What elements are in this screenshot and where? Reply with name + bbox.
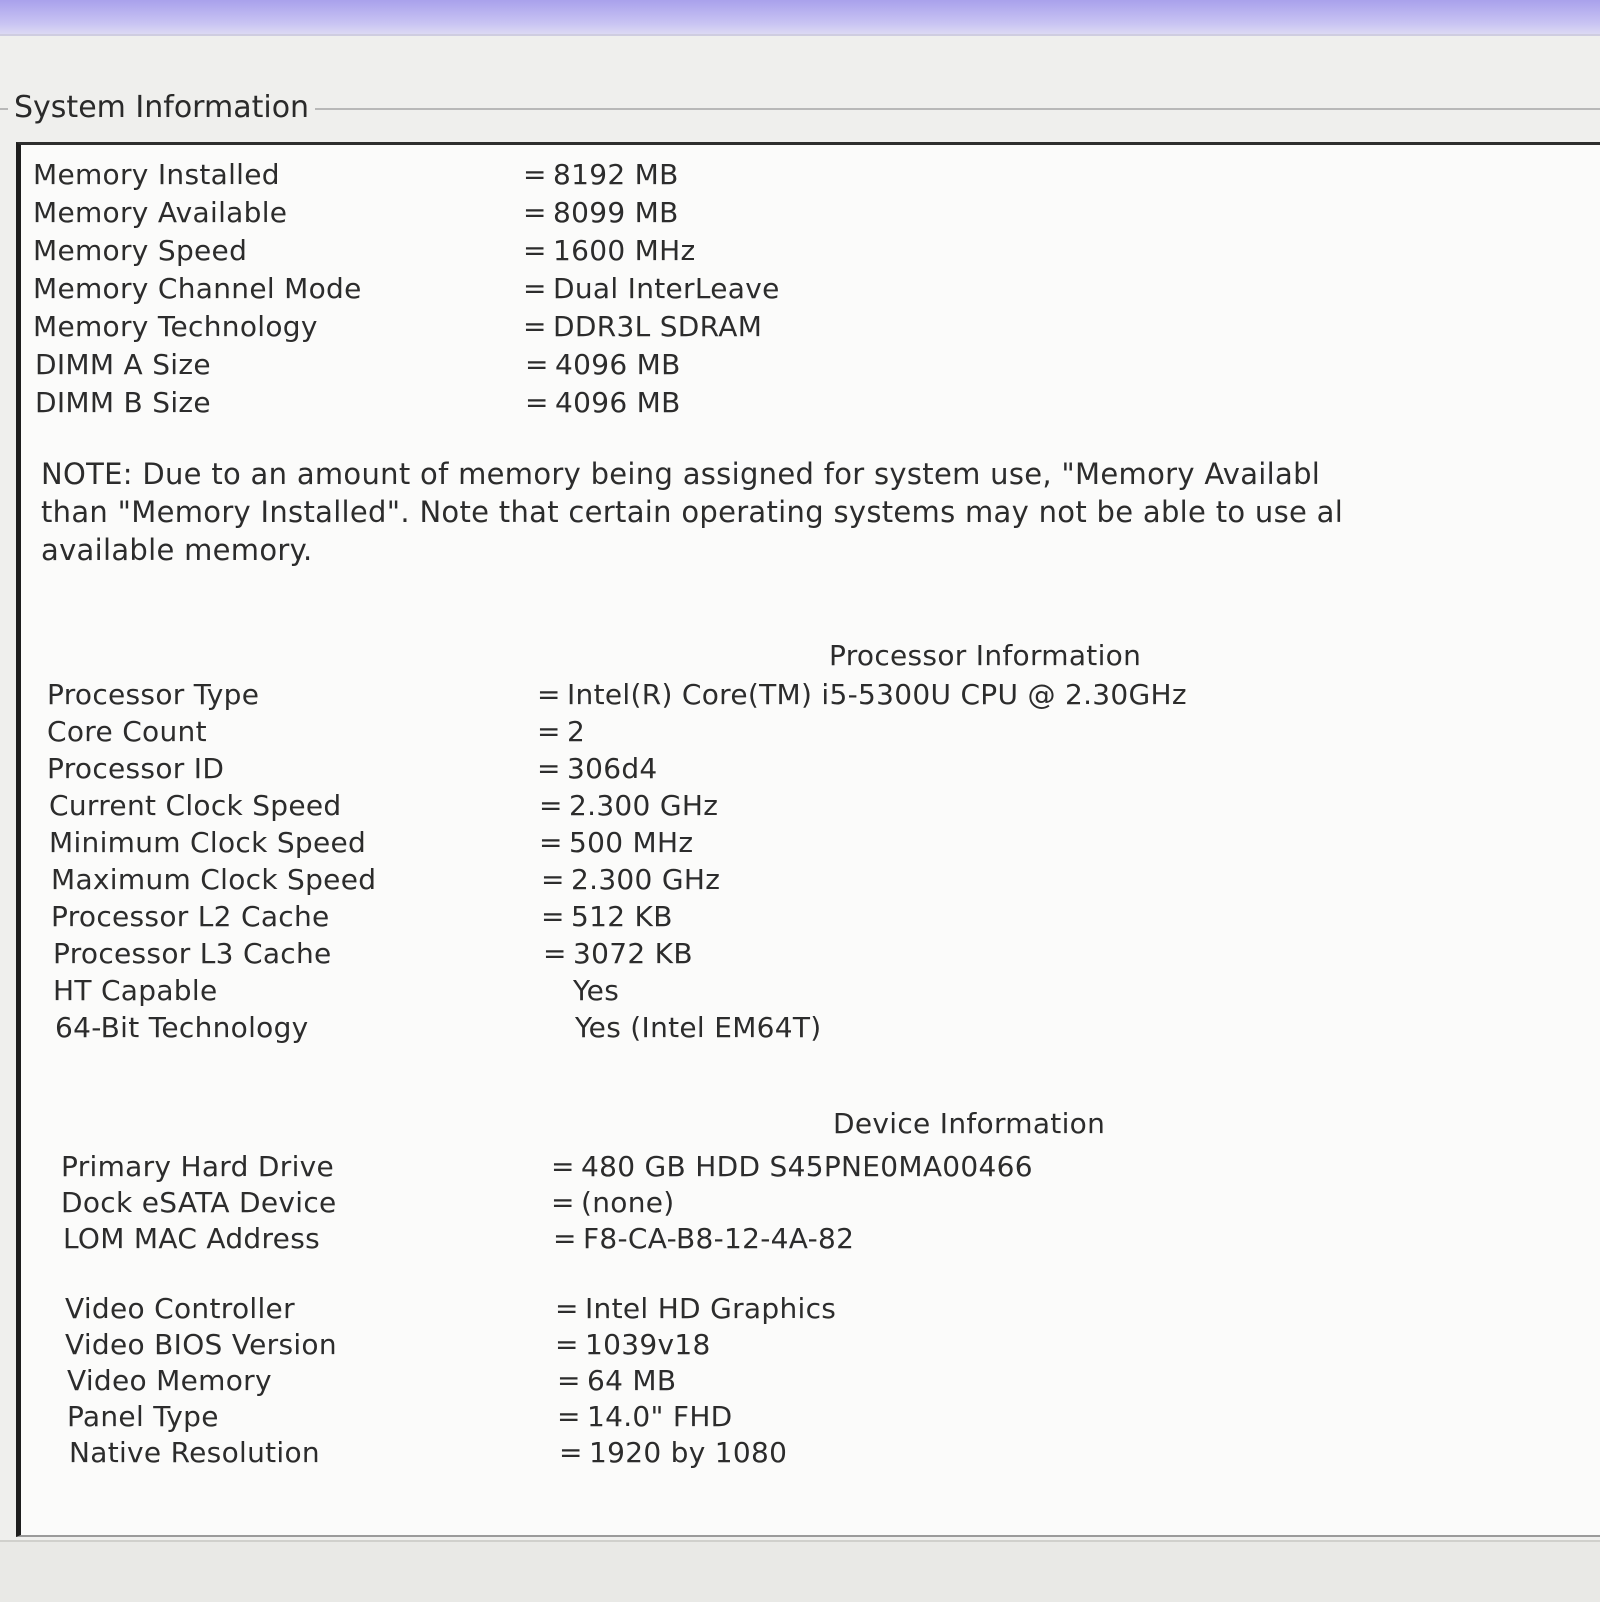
processor-value: Yes (Intel EM64T) bbox=[575, 1011, 822, 1044]
memory-value: 4096 MB bbox=[555, 348, 681, 381]
equals-sign: = bbox=[551, 1150, 575, 1183]
device-label: Panel Type bbox=[67, 1400, 219, 1433]
memory-label: Memory Speed bbox=[33, 234, 248, 267]
note-line: NOTE: Due to an amount of memory being assigned for system use, "Memory Availabl bbox=[41, 457, 1321, 491]
equals-sign: = bbox=[541, 863, 565, 896]
processor-label: Minimum Clock Speed bbox=[49, 826, 367, 859]
device-label: Video Controller bbox=[65, 1292, 295, 1325]
memory-label: DIMM A Size bbox=[35, 348, 211, 381]
device-value: 1039v18 bbox=[585, 1328, 711, 1361]
equals-sign: = bbox=[541, 900, 565, 933]
system-info-panel bbox=[16, 142, 1600, 1537]
device-value: 64 MB bbox=[587, 1364, 677, 1397]
device-label: Video BIOS Version bbox=[65, 1328, 337, 1361]
processor-label: Processor ID bbox=[47, 752, 225, 785]
equals-sign: = bbox=[525, 348, 549, 381]
memory-value: 8192 MB bbox=[553, 158, 679, 191]
processor-label: HT Capable bbox=[53, 974, 218, 1007]
device-label: Video Memory bbox=[67, 1364, 272, 1397]
device-label: Native Resolution bbox=[69, 1436, 320, 1469]
equals-sign: = bbox=[537, 678, 561, 711]
device-label: Dock eSATA Device bbox=[61, 1186, 337, 1219]
processor-label: Current Clock Speed bbox=[49, 789, 342, 822]
device-value: Intel HD Graphics bbox=[585, 1292, 837, 1325]
equals-sign: = bbox=[557, 1364, 581, 1397]
equals-sign: = bbox=[543, 937, 567, 970]
equals-sign: = bbox=[537, 752, 561, 785]
memory-value: 8099 MB bbox=[553, 196, 679, 229]
device-label: Primary Hard Drive bbox=[61, 1150, 335, 1183]
memory-label: DIMM B Size bbox=[35, 386, 211, 419]
processor-label: Processor L2 Cache bbox=[51, 900, 330, 933]
equals-sign: = bbox=[555, 1328, 579, 1361]
memory-value: Dual InterLeave bbox=[553, 272, 780, 305]
memory-label: Memory Available bbox=[33, 196, 288, 229]
device-heading: Device Information bbox=[833, 1107, 1106, 1140]
title-bar bbox=[0, 0, 1600, 36]
processor-value: 2.300 GHz bbox=[571, 863, 721, 896]
device-value: F8-CA-B8-12-4A-82 bbox=[583, 1222, 855, 1255]
equals-sign: = bbox=[523, 272, 547, 305]
equals-sign: = bbox=[553, 1222, 577, 1255]
equals-sign: = bbox=[559, 1436, 583, 1469]
device-value: 1920 by 1080 bbox=[589, 1436, 788, 1469]
processor-value: 2 bbox=[567, 715, 586, 748]
device-value: 480 GB HDD S45PNE0MA00466 bbox=[581, 1150, 1033, 1183]
equals-sign: = bbox=[523, 196, 547, 229]
equals-sign: = bbox=[555, 1292, 579, 1325]
memory-label: Memory Technology bbox=[33, 310, 318, 343]
processor-label: Processor L3 Cache bbox=[53, 937, 332, 970]
equals-sign: = bbox=[537, 715, 561, 748]
processor-value: 306d4 bbox=[567, 752, 658, 785]
device-label: LOM MAC Address bbox=[63, 1222, 320, 1255]
processor-value: 2.300 GHz bbox=[569, 789, 719, 822]
device-value: (none) bbox=[581, 1186, 675, 1219]
processor-label: 64-Bit Technology bbox=[55, 1011, 309, 1044]
note-line: available memory. bbox=[41, 533, 313, 567]
memory-note bbox=[41, 455, 1600, 569]
processor-value: 3072 KB bbox=[573, 937, 693, 970]
equals-sign: = bbox=[539, 826, 563, 859]
memory-value: 4096 MB bbox=[555, 386, 681, 419]
bottom-bar bbox=[0, 1540, 1600, 1602]
equals-sign: = bbox=[557, 1400, 581, 1433]
processor-value: 512 KB bbox=[571, 900, 673, 933]
processor-label: Maximum Clock Speed bbox=[51, 863, 377, 896]
equals-sign: = bbox=[523, 158, 547, 191]
processor-label: Processor Type bbox=[47, 678, 260, 711]
group-title: System Information bbox=[8, 90, 315, 125]
processor-label: Core Count bbox=[47, 715, 207, 748]
memory-value: 1600 MHz bbox=[553, 234, 696, 267]
processor-value: 500 MHz bbox=[569, 826, 694, 859]
memory-value: DDR3L SDRAM bbox=[553, 310, 763, 343]
equals-sign: = bbox=[551, 1186, 575, 1219]
equals-sign: = bbox=[523, 234, 547, 267]
equals-sign: = bbox=[523, 310, 547, 343]
equals-sign: = bbox=[539, 789, 563, 822]
processor-heading: Processor Information bbox=[829, 639, 1142, 672]
processor-value: Intel(R) Core(TM) i5-5300U CPU @ 2.30GHz bbox=[567, 678, 1187, 711]
processor-value: Yes bbox=[573, 974, 620, 1007]
note-line: than "Memory Installed". Note that certain operating systems may not be able to use al bbox=[41, 495, 1344, 529]
memory-label: Memory Channel Mode bbox=[33, 272, 362, 305]
memory-label: Memory Installed bbox=[33, 158, 280, 191]
equals-sign: = bbox=[525, 386, 549, 419]
device-value: 14.0" FHD bbox=[587, 1400, 733, 1433]
